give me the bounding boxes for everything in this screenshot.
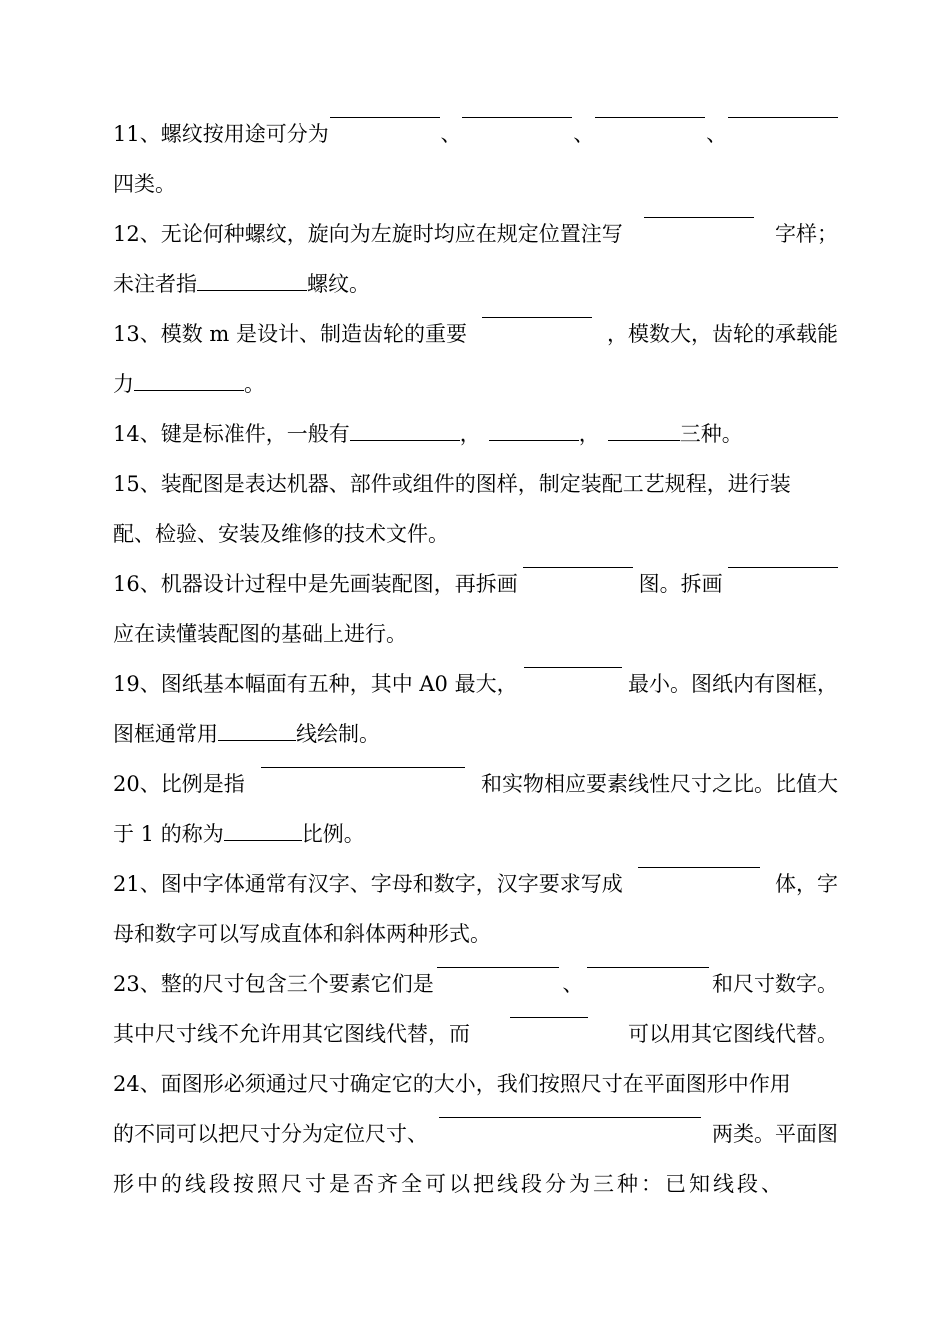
text: 13、模数 m 是设计、制造齿轮的重要 — [113, 322, 467, 346]
question-15-line-2 — [113, 516, 838, 552]
text: 可以用其它图线代替。 — [628, 1022, 838, 1046]
text: 和尺寸数字。 — [711, 972, 838, 996]
question-24-line-2 — [113, 1116, 838, 1152]
answer-blank[interactable] — [728, 116, 838, 118]
text: 四类。 — [113, 172, 176, 196]
text: 。 — [244, 372, 265, 396]
text: 未注者指 — [113, 272, 197, 296]
text: 23、整的尺寸包含三个要素它们是 — [113, 972, 434, 996]
text: 线绘制。 — [296, 722, 380, 746]
text: 母和数字可以写成直体和斜体两种形式。 — [113, 922, 491, 946]
question-14-line-1 — [113, 416, 838, 452]
answer-blank[interactable] — [437, 966, 559, 968]
text: 12、无论何种螺纹，旋向为左旋时均应在规定位置注写 — [113, 222, 623, 246]
text: 15、装配图是表达机器、部件或组件的图样，制定装配工艺规程，进行装 — [113, 472, 791, 496]
question-20-line-2 — [113, 816, 838, 852]
answer-blank[interactable] — [728, 566, 838, 568]
text: 21、图中字体通常有汉字、字母和数字，汉字要求写成 — [113, 872, 623, 896]
text: 字样； — [774, 222, 838, 246]
text: ， — [459, 422, 481, 446]
text: 16、机器设计过程中是先画装配图，再拆画 — [113, 572, 518, 596]
text: 、 — [573, 122, 595, 146]
answer-blank[interactable] — [134, 389, 244, 391]
question-12-line-2 — [113, 266, 838, 302]
answer-blank[interactable] — [644, 216, 754, 218]
text: 三种。 — [679, 422, 743, 446]
question-13-line-2 — [113, 366, 838, 402]
question-16-line-2 — [113, 616, 838, 652]
text: 图。拆画 — [638, 572, 723, 596]
answer-blank[interactable] — [224, 839, 302, 841]
text: 20、比例是指 — [113, 772, 245, 796]
question-15-line-1 — [113, 466, 838, 502]
answer-blank[interactable] — [218, 739, 296, 741]
text: 于 1 的称为 — [113, 822, 224, 846]
text: 最小。图纸内有图框， — [627, 672, 838, 696]
answer-blank[interactable] — [510, 1016, 588, 1018]
question-11-line-2 — [113, 166, 838, 202]
question-13-line-1 — [113, 316, 838, 352]
question-23-line-2 — [113, 1016, 838, 1052]
text: 体，字 — [774, 872, 838, 896]
text: 其中尺寸线不允许用其它图线代替，而 — [113, 1022, 470, 1046]
text: 应在读懂装配图的基础上进行。 — [113, 622, 407, 646]
text: 螺纹。 — [307, 272, 370, 296]
answer-blank[interactable] — [439, 1116, 701, 1118]
text: 比例。 — [301, 822, 365, 846]
answer-blank[interactable] — [595, 116, 705, 118]
answer-blank[interactable] — [608, 439, 680, 441]
text: 14、键是标准件，一般有 — [113, 422, 350, 446]
text: 、 — [706, 122, 728, 146]
answer-blank[interactable] — [462, 116, 572, 118]
text: ， — [578, 422, 600, 446]
text: 力 — [113, 372, 134, 396]
question-19-line-2 — [113, 716, 838, 752]
text: 和实物相应要素线性尺寸之比。比值大 — [480, 772, 838, 796]
question-20-line-1 — [113, 766, 838, 802]
text: 的不同可以把尺寸分为定位尺寸、 — [113, 1122, 428, 1146]
answer-blank[interactable] — [638, 866, 760, 868]
text: 24、面图形必须通过尺寸确定它的大小，我们按照尺寸在平面图形中作用 — [113, 1072, 791, 1096]
question-24-line-3 — [113, 1166, 838, 1202]
question-16-line-1 — [113, 566, 838, 602]
text: 、 — [440, 122, 462, 146]
answer-blank[interactable] — [523, 566, 633, 568]
question-21-line-2 — [113, 916, 838, 952]
question-19-line-1 — [113, 666, 838, 702]
text: 两类。平面图 — [712, 1122, 838, 1146]
answer-blank[interactable] — [482, 316, 592, 318]
answer-blank[interactable] — [350, 439, 460, 441]
answer-blank[interactable] — [489, 439, 579, 441]
text: 19、图纸基本幅面有五种，其中 A0 最大， — [113, 672, 518, 696]
text: 配、检验、安装及维修的技术文件。 — [113, 522, 449, 546]
question-24-line-1 — [113, 1066, 838, 1102]
answer-blank[interactable] — [261, 766, 465, 768]
text: ，模数大，齿轮的承载能 — [606, 322, 838, 346]
question-11-line-1 — [113, 116, 838, 152]
text: 图框通常用 — [113, 722, 218, 746]
question-12-line-1 — [113, 216, 838, 252]
text: 形中的线段按照尺寸是否齐全可以把线段分为三种：已知线段、 — [113, 1172, 785, 1196]
answer-blank[interactable] — [330, 116, 440, 118]
answer-blank[interactable] — [197, 289, 307, 291]
question-21-line-1 — [113, 866, 838, 902]
answer-blank[interactable] — [524, 666, 622, 668]
answer-blank[interactable] — [587, 966, 709, 968]
question-23-line-1 — [113, 966, 838, 1002]
text: 、 — [562, 972, 584, 996]
text: 11、螺纹按用途可分为 — [113, 122, 329, 146]
